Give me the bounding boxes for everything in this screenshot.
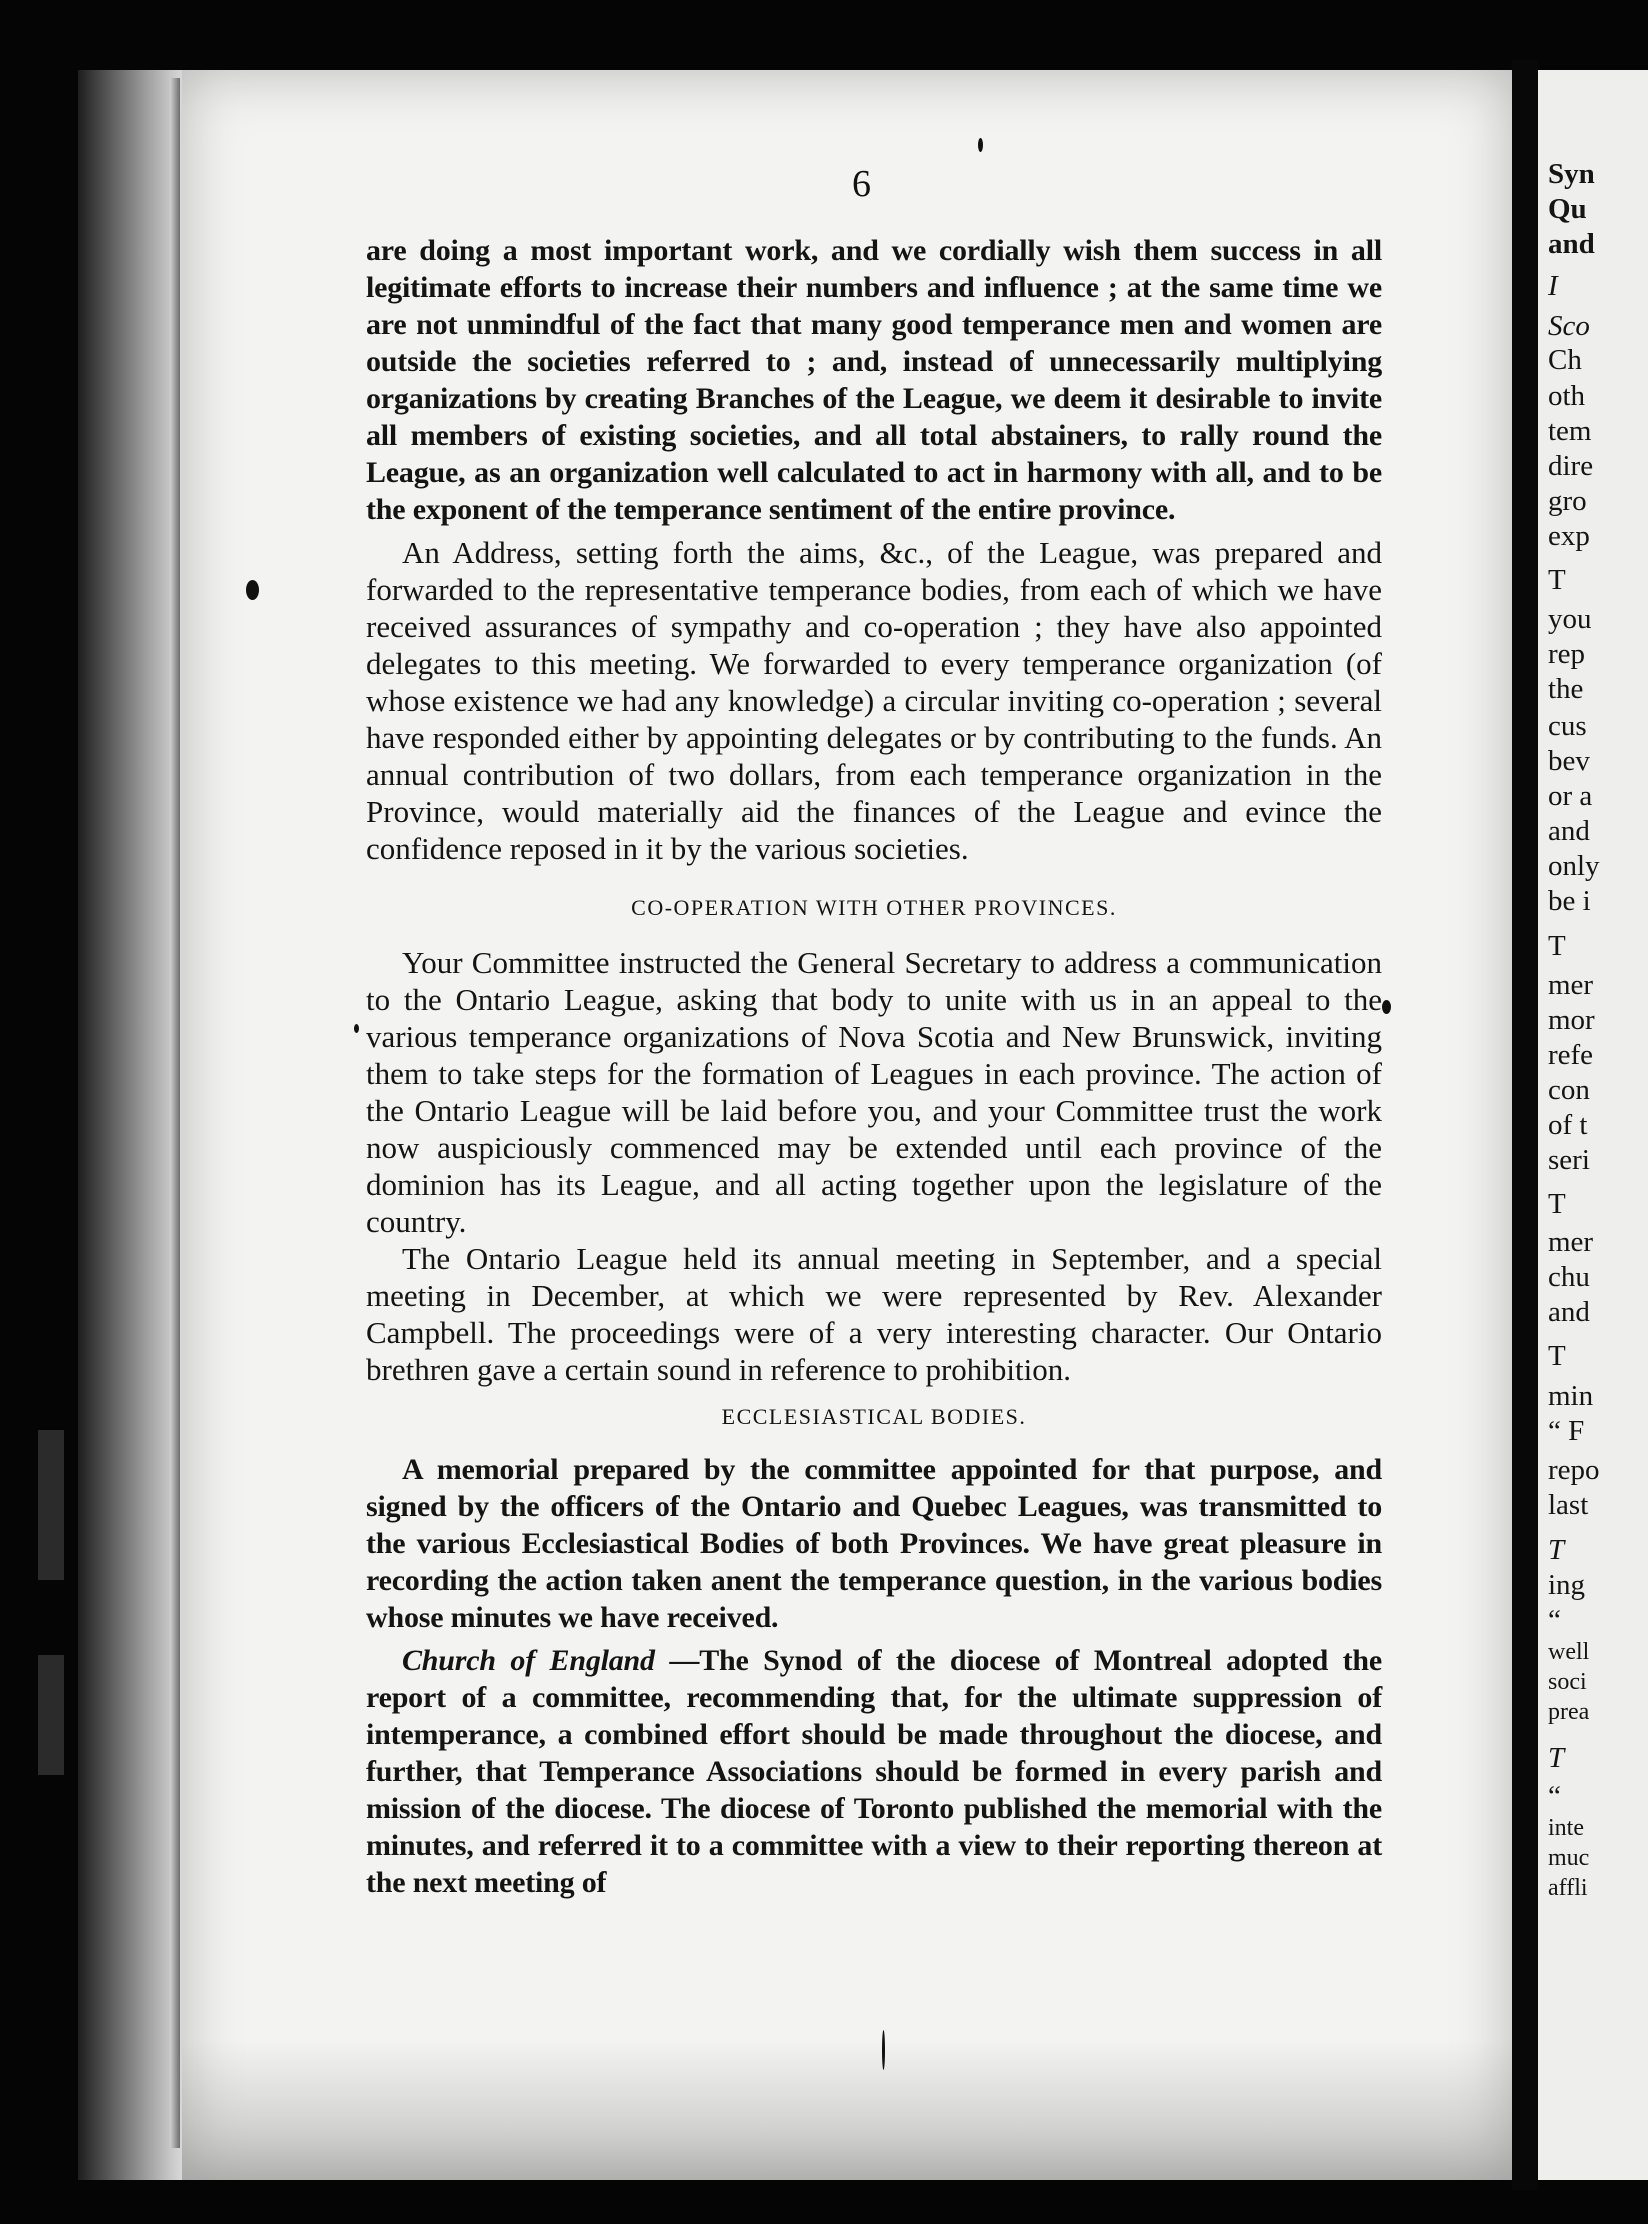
right-page-fragment: T: [1548, 1340, 1566, 1372]
right-page-fragment: inte: [1548, 1815, 1584, 1841]
right-page-fragment: Sco: [1548, 310, 1590, 342]
right-page-edge: [1538, 70, 1648, 2180]
right-page-fragment: and: [1548, 1296, 1590, 1328]
right-page-fragment: I: [1548, 270, 1558, 302]
right-page-fragment: affli: [1548, 1875, 1588, 1901]
page-divider: [1512, 60, 1538, 2190]
page-stack-edge: [170, 78, 180, 2148]
paragraph-committee: Your Committee instructed the General Secretary to address a communication to the Ontario League, asking that body to unite with us in an appeal to the various temperance organizations of Nova Scotia and New Brunswick, inviting them to take steps for the formation of Leagues in each province. The action of the Ontario League will be laid before you, and your Committee trust the work now auspiciously commenced may be extended until each province of the dominion has its League, and all acting together upon the legislature of the country.: [366, 945, 1382, 1239]
paragraph-memorial: A memorial prepared by the committee appointed for that purpose, and signed by the officers of the Ontario and Quebec Leagues, was transmitted to the various Ecclesiastical Bodies of both Provinces. We have great pleasure in recording the action taken anent the temperance question, in the various bodies whose minutes we have received.: [366, 1453, 1382, 1634]
page-shadow: [182, 2040, 1512, 2180]
church-dash: —: [654, 1644, 700, 1677]
paragraph-societies: are doing a most important work, and we cordially wish them success in all legitimate efforts to increase their numbers and influence ; at the same time we are not unmindful of the fact that many good temperance men and women are outside the societies referred to ; and, instead of unnecessarily multiplying organizations by creating Branches of the League, we deem it desirable to invite all members of existing societies, and all total abstainers, to rally round the League, as an organization well calculated to act in harmony with all, and to be the exponent of the temperance sentiment of the entire province.: [366, 234, 1382, 526]
right-page-fragment: cus: [1548, 710, 1587, 742]
right-page-fragment: bev: [1548, 745, 1590, 777]
right-page-fragment: min: [1548, 1380, 1594, 1412]
right-page-fragment: ing: [1548, 1569, 1586, 1601]
paragraph-church: [366, 1642, 1382, 1901]
right-page-fragment: mer: [1548, 969, 1594, 1001]
right-page-fragment: dire: [1548, 450, 1594, 482]
right-page-fragment: refe: [1548, 1039, 1594, 1071]
right-page-fragment: mor: [1548, 1004, 1595, 1036]
right-page-fragment: “: [1548, 1604, 1561, 1636]
right-page-fragment: Syn: [1548, 158, 1595, 190]
paragraph-address: An Address, setting forth the aims, &c., of the League, was prepared and forwarded to the representative temperance bodies, from each of which we have received assurances of sympathy and co-operation ; they have also appointed delegates to this meeting. We forwarded to every temperance organization (of whose existence we had any knowledge) a circular inviting co-operation ; several have responded either by appointing delegates or by contributing to the funds. An annual contribution of two dollars, from each temperance organization in the Province, would materially aid the finances of the League and evince the confidence reposed in it by the various societies.: [366, 535, 1382, 866]
right-page-fragment: the: [1548, 673, 1584, 705]
right-page-fragment: T: [1548, 1742, 1565, 1774]
scan-speck: [1382, 1000, 1391, 1014]
right-page-fragment: T: [1548, 564, 1566, 596]
church-lead: Church of England: [402, 1644, 655, 1677]
right-page-fragment: prea: [1548, 1699, 1590, 1725]
right-page-fragment: well: [1548, 1639, 1590, 1665]
right-page-fragment: of t: [1548, 1109, 1588, 1141]
right-page-fragment: mer: [1548, 1226, 1594, 1258]
right-page-fragment: or a: [1548, 780, 1593, 812]
scan-speck: [354, 1024, 359, 1033]
right-page-fragment: Ch: [1548, 344, 1582, 376]
scan-speck: [882, 2030, 885, 2070]
right-page-fragment: you: [1548, 603, 1592, 635]
right-page-fragment: rep: [1548, 638, 1586, 670]
right-page-fragment: be i: [1548, 885, 1591, 917]
right-page-fragment: muc: [1548, 1845, 1590, 1871]
right-page-fragment: T: [1548, 930, 1566, 962]
church-text: The Synod of the diocese of Montreal adopted the report of a committee, recommending that, for the ultimate suppression of intemperance, a combined effort should be made throughout the diocese, and further, that Temperance Associations should be formed in every parish and mission of the diocese. The diocese of Toronto published the memorial with the minutes, and referred it to a committee with a view to their reporting thereon at the next meeting of: [366, 1644, 1383, 1899]
right-page-fragment: and: [1548, 228, 1595, 260]
right-page-fragment: exp: [1548, 520, 1590, 552]
right-page-fragment: chu: [1548, 1261, 1590, 1293]
right-page-fragment: last: [1548, 1489, 1589, 1521]
right-page-fragment: con: [1548, 1074, 1590, 1106]
right-page-fragment: Qu: [1548, 193, 1587, 225]
right-page-fragment: seri: [1548, 1144, 1590, 1176]
right-page-fragment: “ F: [1548, 1415, 1585, 1447]
page-number: 6: [852, 163, 871, 205]
right-page-fragment: gro: [1548, 485, 1587, 517]
scan-edge-mark: [38, 1430, 64, 1580]
right-page-fragment: oth: [1548, 380, 1586, 412]
paragraph-ontario: The Ontario League held its annual meeting in September, and a special meeting in December, at which we were represented by Rev. Alexander Campbell. The proceedings were of a very interesting character. Our Ontario brethren gave a certain sound in reference to prohibition.: [366, 1241, 1382, 1387]
heading-ecclesiastical: ECCLESIASTICAL BODIES.: [721, 1404, 1027, 1429]
page-body: [366, 232, 1382, 1901]
right-page-fragment: T: [1548, 1534, 1565, 1566]
scan-edge-mark: [38, 1655, 64, 1775]
right-page-fragment: only: [1548, 850, 1600, 882]
right-page-fragment: T: [1548, 1188, 1566, 1220]
right-page-fragment: soci: [1548, 1669, 1587, 1695]
heading-cooperation: CO-OPERATION WITH OTHER PROVINCES.: [631, 895, 1117, 920]
right-page-fragment: repo: [1548, 1454, 1600, 1486]
right-page-fragment: tem: [1548, 415, 1592, 447]
right-page-fragment: “: [1548, 1780, 1561, 1812]
scan-speck: [978, 138, 983, 152]
right-page-fragment: and: [1548, 815, 1590, 847]
scan-speck: [246, 580, 259, 600]
